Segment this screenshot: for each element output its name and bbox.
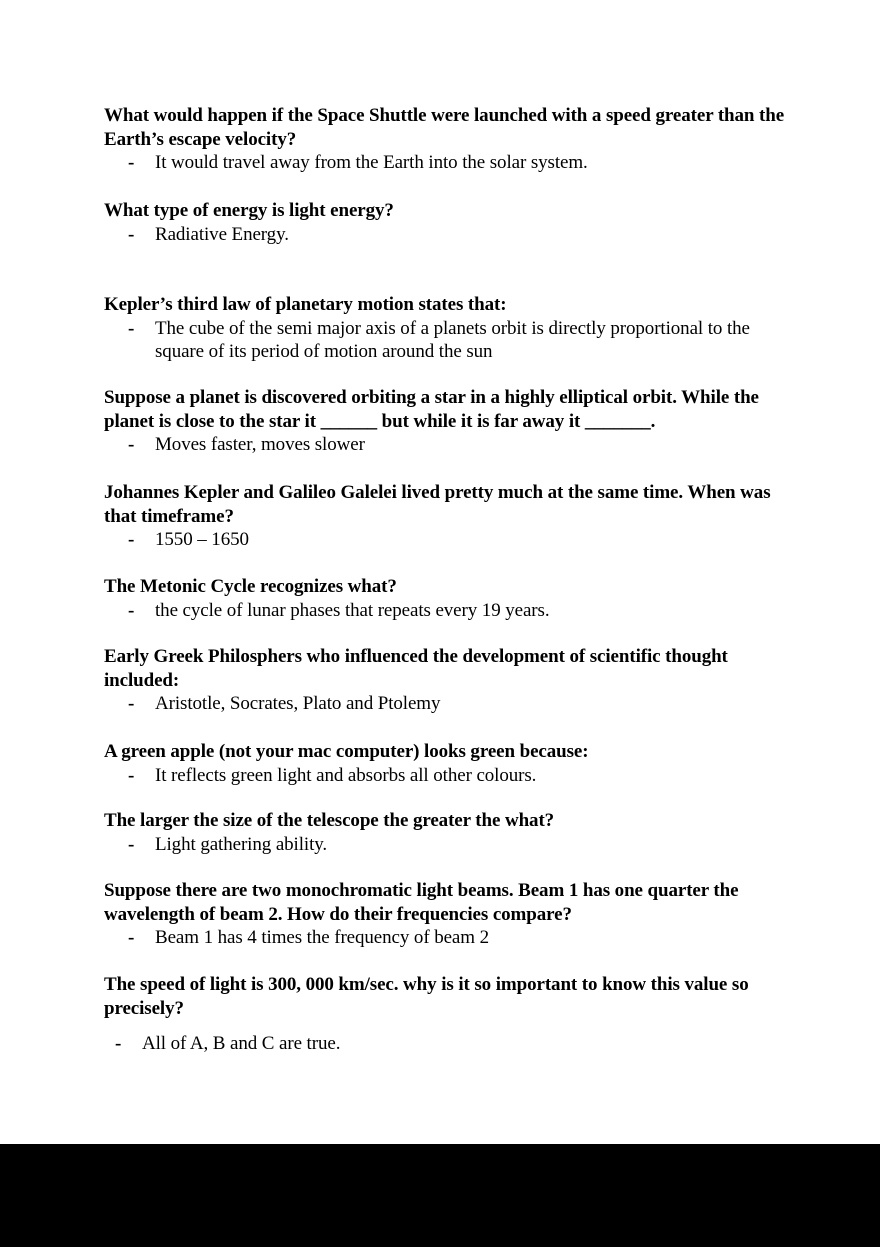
qa-item-green-apple [104,740,794,787]
qa-item-speed-of-light [104,973,794,1056]
answer-item [104,833,794,857]
answer-item [104,1032,794,1056]
question-text: The speed of light is 300, 000 km/sec. why is it so important to know this value so precisely? [104,974,749,1019]
qa-item-elliptical-orbit [104,386,794,457]
question-text: The larger the size of the telescope the greater the what? [104,810,555,831]
qa-item-escape-velocity [104,104,794,175]
bullet-dash: - [128,927,135,948]
answer-item [104,433,794,457]
answer-text: All of A, B and C are true. [142,1033,341,1054]
qa-item-keplers-third-law [104,293,794,364]
answer-item [104,764,794,788]
answer-text: The cube of the semi major axis of a planets orbit is directly proportional to the square of its period of motion around the sun [155,317,750,362]
answer-item [104,692,794,716]
qa-item-telescope-size [104,809,794,856]
answer-text: Beam 1 has 4 times the frequency of beam 2 [155,927,489,948]
answer-item [104,926,794,950]
question-text: Early Greek Philosphers who influenced the development of scientific thought included: [104,646,728,691]
answer-text: Radiative Energy. [155,223,289,245]
qa-item-metonic-cycle [104,575,794,622]
question-text: What type of energy is light energy? [104,200,394,221]
question-text: Kepler’s third law of planetary motion states that: [104,294,507,315]
answer-item [104,528,794,552]
bullet-dash: - [128,317,135,339]
bullet-dash: - [128,764,135,786]
bullet-dash: - [128,833,135,855]
bullet-dash: - [128,693,135,714]
bullet-dash: - [128,434,135,455]
answer-text: It would travel away from the Earth into the solar system. [155,152,588,173]
qa-item-monochromatic-beams [104,879,794,950]
bullet-dash: - [115,1033,122,1054]
question-text: The Metonic Cycle recognizes what? [104,576,397,597]
question-text: What would happen if the Space Shuttle were launched with a speed greater than the Earth’s escape velocity? [104,105,785,150]
bullet-dash: - [128,599,135,621]
bullet-dash: - [128,223,135,245]
qa-item-greek-philosophers [104,645,794,716]
qa-item-light-energy [104,199,794,246]
bullet-dash: - [128,529,135,550]
answer-item [104,317,794,364]
answer-text: Moves faster, moves slower [155,434,365,455]
question-text: Johannes Kepler and Galileo Galelei lived pretty much at the same time. When was that timeframe? [104,482,771,527]
question-text: A green apple (not your mac computer) looks green because: [104,741,589,762]
bullet-dash: - [128,152,135,173]
question-text: Suppose there are two monochromatic light beams. Beam 1 has one quarter the wavelength of beam 2. How do their frequencies compare? [104,880,739,925]
answer-text: 1550 – 1650 [155,529,249,550]
answer-item [104,223,794,247]
answer-item [104,151,794,175]
bottom-black-bar [0,1144,880,1247]
answer-text: It reflects green light and absorbs all other colours. [155,764,537,786]
answer-text: the cycle of lunar phases that repeats every 19 years. [155,599,550,621]
question-text: Suppose a planet is discovered orbiting a star in a highly elliptical orbit. While the planet is close to the star it ______ but while it is far away it _______. [104,387,759,432]
answer-text: Aristotle, Socrates, Plato and Ptolemy [155,693,441,714]
qa-item-kepler-galileo-timeframe [104,481,794,552]
answer-text: Light gathering ability. [155,833,328,855]
answer-item [104,599,794,623]
